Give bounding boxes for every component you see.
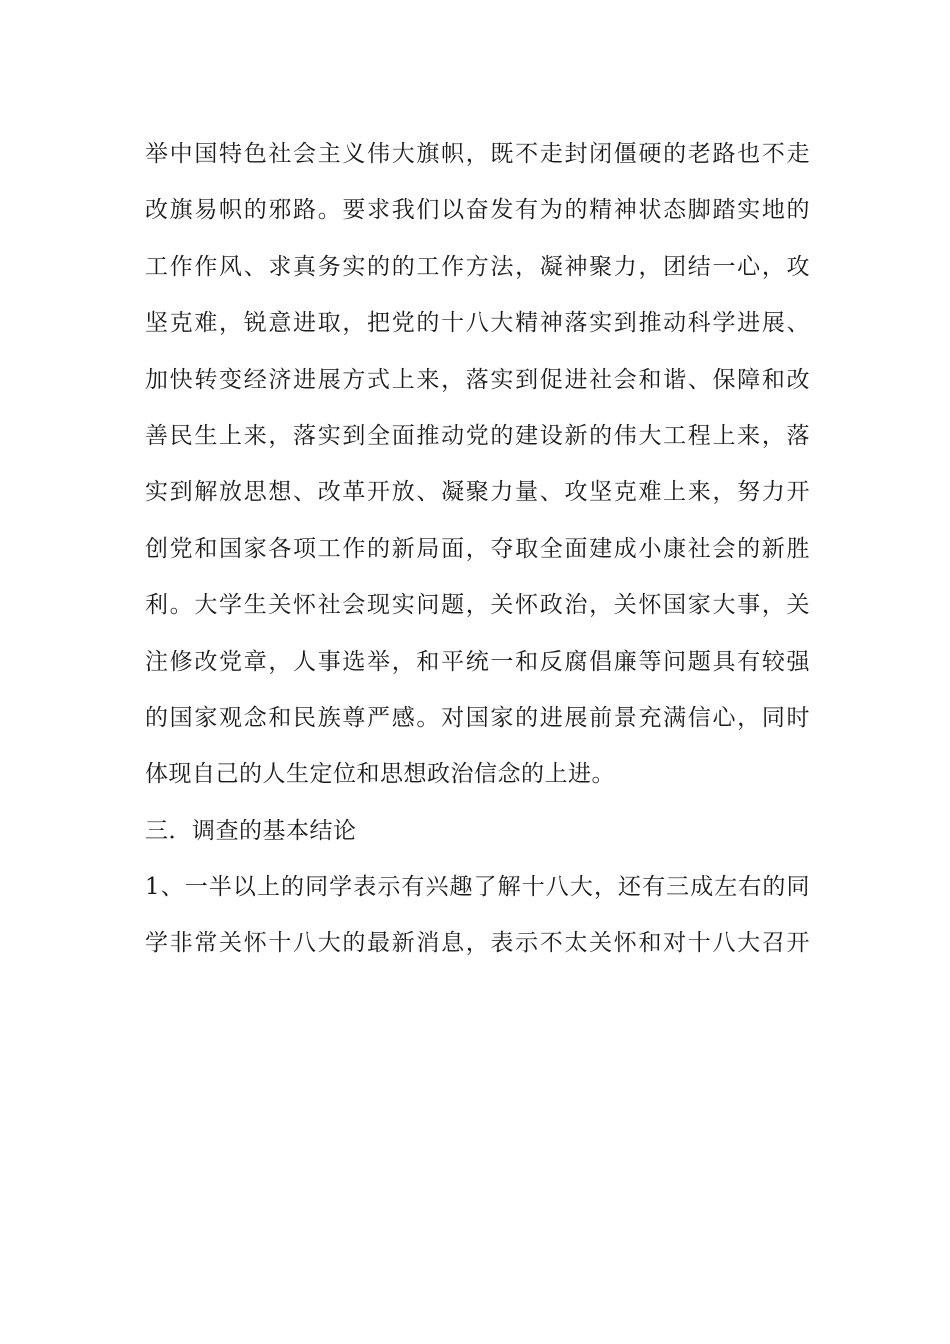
paragraph-line: 善民生上来，落实到全面推动党的建设新的伟大工程上来，落 bbox=[145, 422, 810, 449]
paragraph-line: 举中国特色社会主义伟大旗帜，既不走封闭僵硬的老路也不走 bbox=[145, 141, 810, 167]
paragraph-line: 利。大学生关怀社会现实问题，关怀政治，关怀国家大事，关 bbox=[145, 592, 810, 619]
section-heading: 三．调查的基本结论 bbox=[145, 817, 357, 844]
paragraph-line: 加快转变经济进展方式上来，落实到促进社会和谐、保障和改 bbox=[145, 366, 810, 393]
paragraph-line: 体现自己的人生定位和思想政治信念的上进。 bbox=[145, 761, 615, 788]
paragraph-line: 改旗易帜的邪路。要求我们以奋发有为的精神状态脚踏实地的 bbox=[145, 197, 810, 224]
paragraph-line: 实到解放思想、改革开放、凝聚力量、攻坚克难上来，努力开 bbox=[145, 479, 810, 506]
paragraph-line: 学非常关怀十八大的最新消息，表示不太关怀和对十八大召开 bbox=[145, 930, 810, 957]
paragraph-line: 创党和国家各项工作的新局面，夺取全面建成小康社会的新胜 bbox=[145, 535, 810, 562]
body-text bbox=[145, 133, 810, 979]
paragraph-line: 工作作风、求真务实的的工作方法，凝神聚力，团结一心，攻 bbox=[145, 253, 810, 280]
paragraph-line: 的国家观念和民族尊严感。对国家的进展前景充满信心，同时 bbox=[145, 704, 810, 731]
paragraph-line: 注修改党章，人事选举，和平统一和反腐倡廉等问题具有较强 bbox=[145, 648, 810, 675]
paragraph-line: 1、一半以上的同学表示有兴趣了解十八大，还有三成左右的同 bbox=[145, 874, 810, 901]
paragraph-line: 坚克难，锐意进取，把党的十八大精神落实到推动科学进展、 bbox=[145, 310, 810, 337]
